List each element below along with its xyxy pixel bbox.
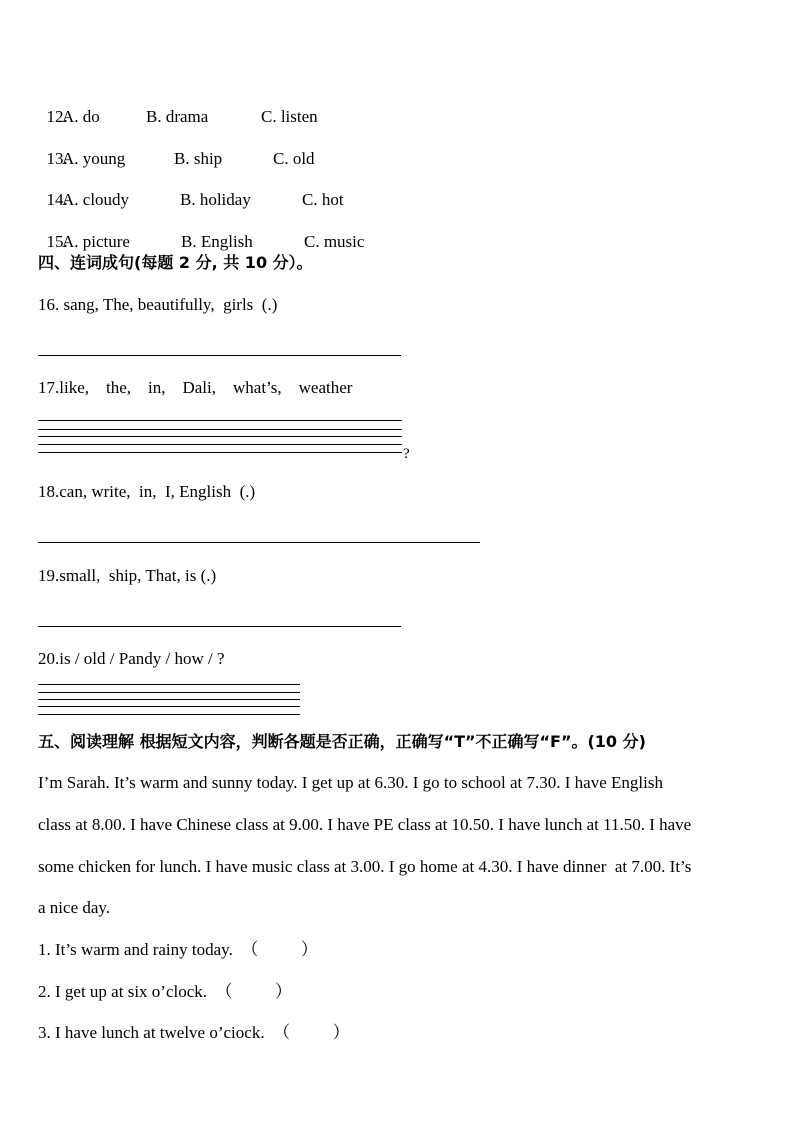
sentence-item-17: 17.like, the, in, Dali, what’s, weather (38, 378, 353, 397)
question-1: 1. It’s warm and rainy today. （ ） (38, 940, 318, 959)
section-5-title: 五、阅读理解 根据短文内容，判断各题是否正确，正确写“T”不正确写“F”。(10 分) (38, 732, 646, 751)
item-number: 13. (46, 149, 68, 168)
answer-line (38, 355, 401, 356)
option-a: A. do (62, 107, 100, 126)
option-c: C. old (273, 149, 315, 168)
answer-line (38, 692, 300, 693)
question-2: 2. I get up at six o’clock. （ ） (38, 982, 293, 1001)
sentence-item-18: 18.can, write, in, I, English (.) (38, 482, 256, 501)
question-mark: ? (403, 446, 410, 462)
item-number: 14. (46, 190, 68, 209)
answer-line (38, 444, 402, 445)
option-b: B. ship (174, 149, 223, 168)
passage-line: class at 8.00. I have Chinese class at 9.00. I have PE class at 10.50. I have lunch at 11.50. I have (38, 815, 692, 834)
option-a: A. picture (62, 232, 130, 251)
choice-item-14 (38, 170, 344, 210)
answer-line (38, 542, 480, 543)
answer-line (38, 436, 402, 437)
answer-line (38, 706, 300, 707)
answer-line (38, 699, 300, 700)
option-a: A. cloudy (62, 190, 130, 209)
answer-line (38, 452, 402, 453)
sentence-item-19: 19.small, ship, That, is (.) (38, 566, 217, 585)
option-b: B. English (181, 232, 253, 251)
item-number: 15. (46, 232, 68, 251)
option-c: C. listen (261, 107, 318, 126)
passage-line: I’m Sarah. It’s warm and sunny today. I get up at 6.30. I go to school at 7.30. I have English (38, 773, 663, 792)
answer-line (38, 626, 401, 627)
answer-line (38, 420, 402, 421)
option-c: C. music (304, 232, 365, 251)
question-3: 3. I have lunch at twelve o’ciock. （ ） (38, 1023, 350, 1042)
item-number: 12. (46, 107, 68, 126)
answer-line (38, 429, 402, 430)
sentence-item-16: 16. sang, The, beautifully, girls (.) (38, 295, 278, 314)
choice-item-13 (38, 129, 315, 169)
option-a: A. young (62, 149, 126, 168)
passage-line: some chicken for lunch. I have music class at 3.00. I go home at 4.30. I have dinner at 7.00. It’s (38, 857, 692, 876)
answer-line (38, 684, 300, 685)
option-b: B. drama (146, 107, 209, 126)
choice-item-15 (38, 212, 365, 252)
passage-line: a nice day. (38, 898, 111, 917)
answer-line (38, 714, 300, 715)
option-c: C. hot (302, 190, 344, 209)
section-4-title: 四、连词成句(每题 2 分, 共 10 分）。 (38, 253, 313, 272)
option-b: B. holiday (180, 190, 251, 209)
choice-item-12 (38, 87, 318, 127)
sentence-item-20: 20.is / old / Pandy / how / ? (38, 649, 225, 668)
